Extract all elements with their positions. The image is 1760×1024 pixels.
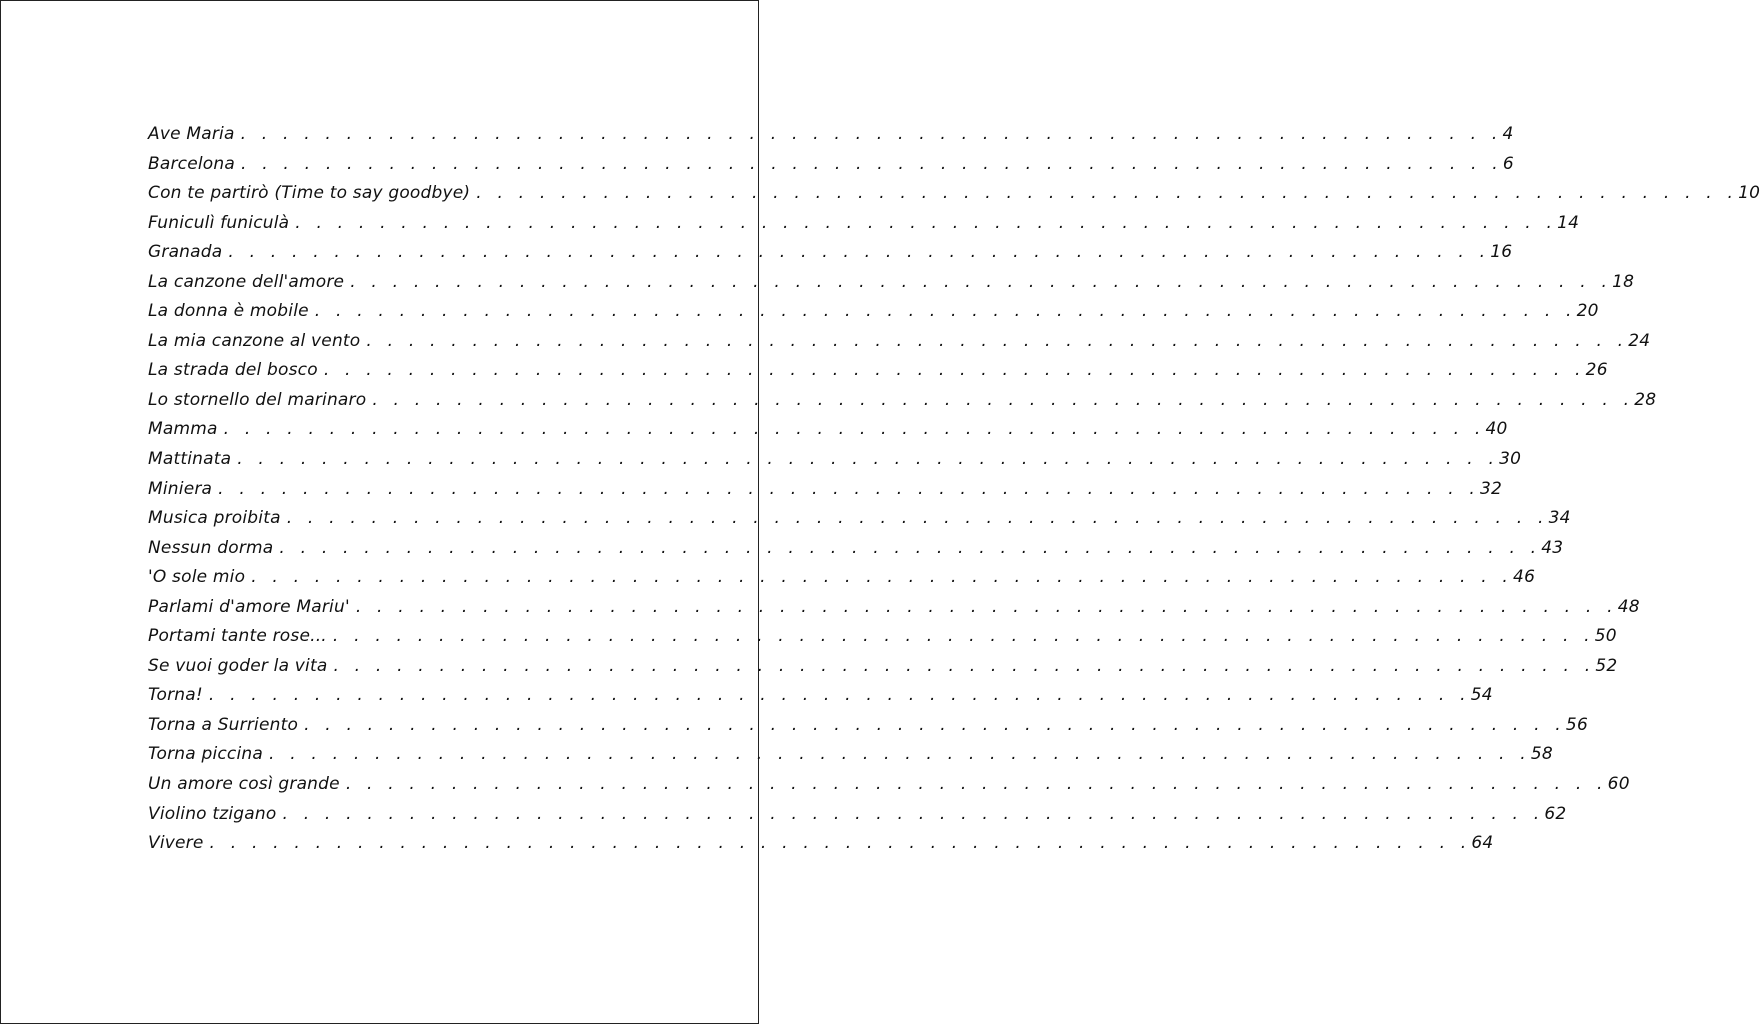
toc-entry-title: Lo stornello del marinaro <box>148 389 367 410</box>
toc-entry <box>148 301 1599 331</box>
toc-entry-title: Nessun dorma <box>148 537 274 558</box>
toc-entry <box>148 714 1588 745</box>
toc-entry <box>148 596 1640 627</box>
toc-entry-page: 46 <box>1513 567 1536 588</box>
toc-entry-title: Con te partirò (Time to say goodbye) <box>148 183 471 204</box>
toc-entry <box>148 360 1608 390</box>
toc-entry-title: Torna piccina <box>148 744 263 765</box>
toc-dot-leader: . . . . . . . . . . . . . . . . . . . . . . . . . . . . . . . . . . . . . . . . . . . . . . . . . . . . . . . . . . . . <box>332 626 1595 647</box>
toc-entry-page: 60 <box>1607 774 1630 795</box>
toc-entry-title: Se vuoi goder la vita <box>148 655 328 676</box>
toc-entry <box>148 833 1494 863</box>
toc-dot-leader: . . . . . . . . . . . . . . . . . . . . . . . . . . . . . . . . . . . . . . . . . . . . . . . . . . . . . . . . . . . . <box>209 833 1472 854</box>
toc-entry-title: Funiculì funiculà <box>148 212 290 233</box>
toc-dot-leader: . . . . . . . . . . . . . . . . . . . . . . . . . . . . . . . . . . . . . . . . . . . . . . . . . . . . . . . . . . . . <box>240 124 1503 144</box>
toc-entry-title: La mia canzone al vento <box>148 330 361 351</box>
toc-dot-leader: . . . . . . . . . . . . . . . . . . . . . . . . . . . . . . . . . . . . . . . . . . . . . . . . . . . . . . . . . . . . <box>223 419 1486 440</box>
toc-entry-page: 40 <box>1485 419 1508 440</box>
toc-dot-leader: . . . . . . . . . . . . . . . . . . . . . . . . . . . . . . . . . . . . . . . . . . . . . . . . . . . . . . . . . . . . <box>314 301 1577 322</box>
toc-entry <box>148 478 1503 509</box>
toc-entry-page: 4 <box>1502 124 1514 144</box>
toc-dot-leader: . . . . . . . . . . . . . . . . . . . . . . . . . . . . . . . . . . . . . . . . . . . . . . . . . . . . . . . . . . . . <box>345 774 1608 795</box>
toc-entry <box>148 212 1580 243</box>
toc-dot-leader: . . . . . . . . . . . . . . . . . . . . . . . . . . . . . . . . . . . . . . . . . . . . . . . . . . . . . . . . . . . . <box>251 567 1514 588</box>
toc-entry-title: Portami tante rose... <box>148 626 327 647</box>
toc-entry <box>148 744 1553 774</box>
toc-entry-title: Torna! <box>148 685 203 706</box>
toc-entry-page: 10 <box>1738 183 1760 204</box>
toc-entry-page: 26 <box>1585 360 1608 381</box>
toc-entry <box>148 626 1617 656</box>
toc-entry <box>148 508 1571 538</box>
toc-dot-leader: . . . . . . . . . . . . . . . . . . . . . . . . . . . . . . . . . . . . . . . . . . . . . . . . . . . . . . . . . . . . <box>304 714 1566 735</box>
toc-entry-page: 16 <box>1490 242 1513 263</box>
toc-entry-title: Parlami d'amore Mariu' <box>148 596 350 617</box>
toc-dot-leader: . . . . . . . . . . . . . . . . . . . . . . . . . . . . . . . . . . . . . . . . . . . . . . . . . . . . . . . . . . . . <box>228 242 1491 263</box>
toc-entry <box>148 183 1760 213</box>
toc-entry-page: 64 <box>1471 833 1494 854</box>
toc-entry-title: La strada del bosco <box>148 360 318 381</box>
toc-entry-page: 50 <box>1594 626 1617 647</box>
toc-entry-page: 58 <box>1530 744 1553 765</box>
toc-entry-title: Mamma <box>148 419 218 440</box>
toc-entry-title: La donna è mobile <box>148 301 309 322</box>
toc-dot-leader: . . . . . . . . . . . . . . . . . . . . . . . . . . . . . . . . . . . . . . . . . . . . . . . . . . . . . . . . . . . . <box>333 655 1596 676</box>
toc-entry-page: 48 <box>1617 596 1640 617</box>
toc-dot-leader: . . . . . . . . . . . . . . . . . . . . . . . . . . . . . . . . . . . . . . . . . . . . . . . . . . . . . . . . . . . . <box>269 744 1531 765</box>
toc-entry <box>148 685 1493 715</box>
toc-entry-title: Barcelona <box>148 153 235 174</box>
toc-entry-title: Miniera <box>148 478 213 499</box>
toc-dot-leader: . . . . . . . . . . . . . . . . . . . . . . . . . . . . . . . . . . . . . . . . . . . . . . . . . . . . . . . . . . . . <box>208 685 1471 706</box>
toc-entry-page: 6 <box>1502 153 1514 174</box>
toc-dot-leader: . . . . . . . . . . . . . . . . . . . . . . . . . . . . . . . . . . . . . . . . . . . . . . . . . . . . . . . . . . . . <box>350 271 1613 292</box>
toc-entry-page: 52 <box>1595 655 1618 676</box>
toc-entry-title: Granada <box>148 242 223 263</box>
toc-entry-title: La canzone dell'amore <box>148 271 345 292</box>
toc-entry <box>148 449 1522 479</box>
toc-entry-title: Un amore così grande <box>148 774 340 795</box>
toc-dot-leader: . . . . . . . . . . . . . . . . . . . . . . . . . . . . . . . . . . . . . . . . . . . . . . . . . . . . . . . . . . . . <box>323 360 1586 381</box>
toc-entry-page: 56 <box>1565 714 1588 735</box>
toc-entry <box>148 803 1567 834</box>
toc-entry <box>148 271 1635 302</box>
toc-entry-page: 24 <box>1628 330 1651 351</box>
toc-entry-page: 62 <box>1544 803 1567 824</box>
toc-dot-leader: . . . . . . . . . . . . . . . . . . . . . . . . . . . . . . . . . . . . . . . . . . . . . . . . . . . . . . . . . . . . <box>237 449 1500 470</box>
toc-entry <box>148 419 1508 449</box>
toc-entry-page: 34 <box>1548 508 1571 529</box>
toc-entry-page: 20 <box>1576 301 1599 322</box>
toc-entry-page: 14 <box>1557 212 1580 233</box>
toc-entry-page: 30 <box>1499 449 1522 470</box>
toc-entry-page: 28 <box>1634 389 1657 410</box>
toc-entry-title: Violino tzigano <box>148 803 277 824</box>
toc-entry <box>148 153 1514 184</box>
toc-dot-leader: . . . . . . . . . . . . . . . . . . . . . . . . . . . . . . . . . . . . . . . . . . . . . . . . . . . . . . . . . . . . <box>241 153 1503 174</box>
toc-entry-title: 'O sole mio <box>148 567 246 588</box>
toc-entry-title: Musica proibita <box>148 508 281 529</box>
table-of-contents <box>148 124 1760 863</box>
toc-dot-leader: . . . . . . . . . . . . . . . . . . . . . . . . . . . . . . . . . . . . . . . . . . . . . . . . . . . . . . . . . . . . <box>295 212 1558 233</box>
toc-entry <box>148 774 1630 804</box>
toc-dot-leader: . . . . . . . . . . . . . . . . . . . . . . . . . . . . . . . . . . . . . . . . . . . . . . . . . . . . . . . . . . . . <box>286 508 1549 529</box>
toc-dot-leader: . . . . . . . . . . . . . . . . . . . . . . . . . . . . . . . . . . . . . . . . . . . . . . . . . . . . . . . . . . . . <box>366 330 1629 351</box>
toc-entry-title: Ave Maria <box>148 124 235 144</box>
toc-dot-leader: . . . . . . . . . . . . . . . . . . . . . . . . . . . . . . . . . . . . . . . . . . . . . . . . . . . . . . . . . . . . <box>279 537 1542 558</box>
toc-dot-leader: . . . . . . . . . . . . . . . . . . . . . . . . . . . . . . . . . . . . . . . . . . . . . . . . . . . . . . . . . . . . <box>355 596 1618 617</box>
toc-entry-title: Torna a Surriento <box>148 714 299 735</box>
toc-entry <box>148 537 1564 568</box>
toc-entry <box>148 655 1618 686</box>
toc-dot-leader: . . . . . . . . . . . . . . . . . . . . . . . . . . . . . . . . . . . . . . . . . . . . . . . . . . . . . . . . . . . . <box>282 803 1545 824</box>
toc-entry <box>148 567 1536 597</box>
toc-entry <box>148 330 1651 361</box>
toc-entry <box>148 242 1513 272</box>
toc-dot-leader: . . . . . . . . . . . . . . . . . . . . . . . . . . . . . . . . . . . . . . . . . . . . . . . . . . . . . . . . . . . . <box>218 478 1481 499</box>
toc-entry <box>148 389 1657 420</box>
toc-dot-leader: . . . . . . . . . . . . . . . . . . . . . . . . . . . . . . . . . . . . . . . . . . . . . . . . . . . . . . . . . . . . <box>372 389 1635 410</box>
toc-entry-page: 32 <box>1480 478 1503 499</box>
toc-entry-title: Vivere <box>148 833 204 854</box>
toc-dot-leader: . . . . . . . . . . . . . . . . . . . . . . . . . . . . . . . . . . . . . . . . . . . . . . . . . . . . . . . . . . . . <box>476 183 1739 204</box>
toc-entry-page: 54 <box>1470 685 1493 706</box>
toc-entry-page: 18 <box>1612 271 1635 292</box>
toc-entry-page: 43 <box>1541 537 1564 558</box>
toc-entry <box>148 124 1514 154</box>
toc-entry-title: Mattinata <box>148 449 232 470</box>
